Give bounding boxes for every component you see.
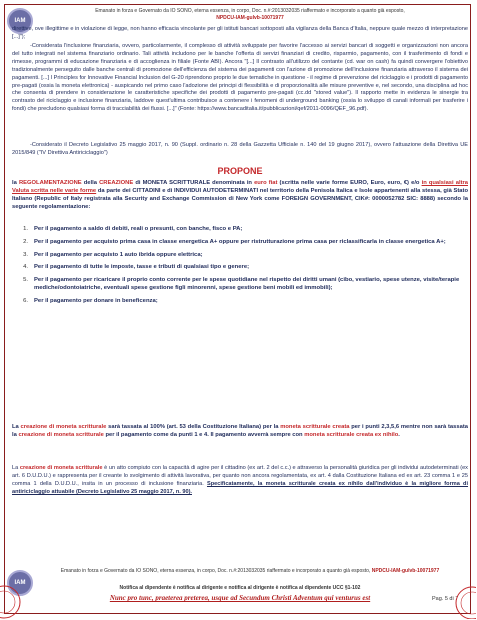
list-number: 6. [23, 297, 28, 304]
list-text: Per il pagamento di tutte le imposte, tasse e tributi di qualsiasi tipo e genere; [34, 264, 250, 271]
list-text: Per il pagamento per acquisto 1 auto ibrida oppure elettrica; [34, 251, 203, 258]
highlight-valuta: in qualsiasi altra Valuta scritta nelle varie forme [12, 180, 468, 194]
paragraph-considerata: -Considerata l'inclusione finanziaria, ovvero, particolarmente, il complesso di attività sviluppate per favorire l'accesso ai servizi bancari di soggetti e organizzazioni non ancora del tutto integrati nel sistema finanziario ordinario. Tali attività includono per le banche l'offerta di servizi finanziari di credito, risparmio, pagamento, con il trasferimento di fondi e rimesse, programmi di educazione finanziaria e di accoglienza in filiale (Fonte ABI). Ancora "[...] Il contrasto all'utilizzo del contante (cd. war on cash) fa quindi convergere l'obiettivo tradizionalmente perseguito dalle banche centrali di promozione dell'efficienza del sistema dei pagamenti con l'azione di promozione dell'inclusione finanziaria attraverso il sistema dei pagamenti. [...] I Principles for Innovative Financial Inclusion del G-20 riprendono proprio le due tematiche in questione - il regime di prevenzione del riciclaggio e i prodotti di pagamento pre-pagati (ossia la moneta elettronica) - auspicando nel primo caso l'adozione dei principi di flessibilità e di proporzionalità alle misure preventive e, nel secondo, una disciplina ad hoc che consenta di prendere in considerazione le caratteristiche specifiche dei prodotti di pagamento pre-pagati (cc.dd "stored value"). Il rapporto mette in evidenza le sinergie tra contrasto del riciclaggio e inclusione finanziaria, laddove quest'ultima contribuisce a contenere i fenomeni di underground banking (ossia lo sviluppo di canali informali per trasferire i fondi) che precludono qualsiasi forma di tracciabilità dei flussi. [...]" (Fonte: https://www.bancaditalia.it/pubblicazioni/qef/2011-0096/QEF_96.pdf). [12, 43, 468, 113]
footer-line: Emanato in forza e Governato da IO SONO, eterna essenza, in corpo, Doc. n.#:2013032035 riaffermato e incorporato a quanto già esposto, [60, 568, 371, 574]
highlight-text: creazione di moneta scritturale [18, 431, 104, 438]
list-item [12, 277, 464, 293]
list-number: 4. [23, 264, 28, 271]
list-number: 3. [23, 251, 28, 258]
text-span: di MONETA SCRITTURALE denominata in [133, 180, 255, 186]
paragraph-decreto: -Considerato il Decreto Legislativo 25 maggio 2017, n. 90 (Suppl. ordinario n. 28 della Gazzetta Ufficiale n. 140 del 19 giugno 2017), ovvero l'attuazione della Direttiva UE 2015/849 ("IV Direttiva Antiriciclaggio") [12, 142, 468, 156]
highlight-text: moneta scritturale creata [280, 424, 350, 430]
red-stamp-icon [0, 582, 24, 620]
highlight-text: moneta scritturale creata ex nihilo [304, 431, 399, 438]
header-line: Emanato in forza e Governato da IO SONO, eterna essenza, in corpo, Doc. n.#:2013032035 riaffermato e incorporato a quanto già esposto, [95, 8, 405, 14]
footer-notice: Notifica al dipendente è notifica al dirigente e notifica al dirigente è notifica al dipendente UCC §1-102 [119, 585, 361, 591]
text-span: La [12, 465, 20, 471]
payment-list [12, 226, 464, 311]
text-span: è un atto compiuto con la capacità di agire per il cittadino (ex art. 2 del c.c.) e attraverso la personalità giuridica per gli individui autodeterminati (ex art. 6 D.U.D.U.) e rappresenta per il creante lo svolgimento di attività lavorativa, per quanto non ancora regolamentata, ex art. 4 dalla Costituzione Italiana ed ex art. 23 comma 1 e 25 comma 1 della D.U.D.U., insita in un processo di inclusione finanziaria. [12, 465, 468, 487]
iam-seal-logo: IAM [7, 8, 33, 34]
paragraph-tassata [12, 424, 468, 440]
list-text: Per il pagamento per donare in beneficenza; [34, 297, 158, 304]
text-span: (scritta nelle varie forme EURO, Euro, euro, €) e/o [277, 180, 422, 186]
list-item [12, 264, 464, 272]
list-item [12, 252, 464, 260]
header-reference: NPDCU-IAM-gulvb-10071977 [216, 15, 284, 21]
text-span: per i punti 2,3,5,6 mentre non sarà tassata la [12, 424, 468, 438]
text-span: da parte dei CITTADINI e di INDIVIDUI AUTODETERMINATI nel territorio della Penisola Italica e Isole appartenenti alla stessa, già Stato Italiano (Republic of Italy registrata alla Security and Exchange Commission di New York come FOREIGN GOVERNMENT, CIK#: 0000052782 SIC: 8888) secondo la seguente regolamentazione: [12, 187, 469, 210]
iam-seal-logo: IAM [7, 570, 33, 596]
list-number: 2. [23, 238, 28, 245]
page-header [40, 8, 460, 22]
red-stamp-icon [448, 583, 476, 619]
footer-reference: NPDCU-IAM-gulvb-10071977 [371, 568, 440, 574]
text-span: sarà tassata al 100% (art. 53 della Costituzione Italiana) per la [106, 424, 281, 430]
list-number: 5. [23, 277, 28, 284]
highlight-euro-fiat: euro fiat [254, 180, 278, 186]
regolamentazione-paragraph [12, 180, 468, 212]
list-text: Per il pagamento per ricaricare il proprio conto corrente per le spese quotidiane nel rispetto dei diritti umani (cibo, vestiario, spese utenze, visite/terapie mediche/odontoiatriche, eventuali spese gestione figli minorenni, spese gestione beni mobili ed immobili); [34, 277, 460, 291]
paragraph-intro: direttive, ove illegittime e in violazione di legge, non hanno efficacia vincolante per gli istituti bancari sottoposti alla vigilanza della Banca d'Italia, neppure quale mezzo di interpretazione [...]"); [12, 26, 468, 40]
text-span: La [12, 424, 21, 430]
highlight-text: creazione di moneta scritturale [20, 424, 107, 430]
paragraph-atto [12, 465, 468, 497]
text-span: per il pagamento come da punti 1 e 4. Il pagamento avverrà sempre con [103, 431, 305, 438]
emphasis-text: Specificatamente, la moneta scritturale creata ex nihilo dall'individuo è la migliore forma di antiriciclaggio attuabile (Decreto Legislativo 25 maggio 2017, n. 90). [12, 480, 469, 495]
page-number: Pag. 5 di 7 [432, 596, 459, 602]
list-item [12, 298, 464, 306]
highlight-text: creazione di moneta scritturale [19, 465, 103, 471]
page-footer [40, 568, 460, 575]
text-span: la [12, 180, 19, 186]
list-text: Per il pagamento a saldo di debiti, reali o presunti, con banche, fisco e PA; [34, 226, 243, 232]
footer-motto: Nunc pro tunc, praeterea preterea, usque ad Secundum Christi Adventum qui venturus est [109, 594, 371, 602]
text-span: della [81, 180, 100, 186]
highlight-regolamentazione: REGOLAMENTAZIONE [18, 180, 82, 186]
list-item [12, 226, 464, 234]
list-text: Per il pagamento per acquisto prima casa in classe energetica A+ oppure per ristrutturazione prima casa per riclassificarla in classe energetica A+; [34, 238, 446, 245]
text-span: . [398, 431, 400, 438]
list-item [12, 239, 464, 247]
highlight-creazione: CREAZIONE [99, 180, 134, 186]
list-number: 1. [23, 226, 28, 232]
propone-heading: PROPONE [217, 166, 263, 176]
